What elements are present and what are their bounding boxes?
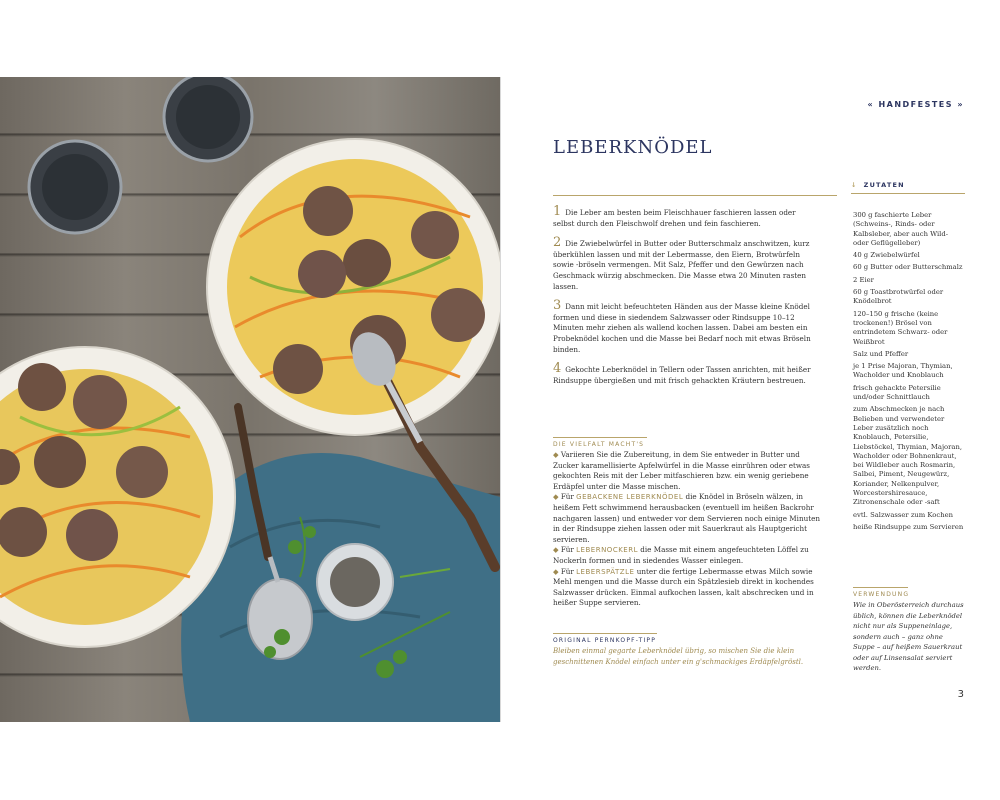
usage-text: Wie in Oberösterreich durchaus üblich, können die Leberknödel nicht nur als Suppeneinlage, sondern auch – ganz ohne Suppe – auf heißem Sauerkraut oder auf Linsensalat serviert werden. [853,601,964,672]
page-title: LEBERKNÖDEL [553,137,713,158]
variations-heading: DIE VIELFALT MACHT'S [553,437,647,448]
ingredients-heading [851,181,965,194]
step [553,298,815,355]
variation-text: Variieren Sie die Zubereitung, in dem Sie entweder in Butter und Zucker karamellisierte Apfelwürfel in die Masse einrühren oder etwas gekochten Reis mit der Leber mitfaschieren bzw. ein wenig geriebene Erdäpfel unter die Masse mischen. [553,450,810,491]
variation-highlight: GEBACKENE LEBERKNÖDEL [576,493,684,502]
step-text: Die Zwiebelwürfel in Butter oder Butterschmalz anschwitzen, kurz überkühlen lassen und mit der Lebermasse, den Eiern, Brotwürfeln sowie -bröseln vermengen. Mit Salz, Pfeffer und den Gewürzen nach Geschmack würzig abschmecken. Die Masse etwa 20 Minuten rasten lassen. [553,239,810,291]
recipe-page [501,77,1000,722]
arrow-down-icon: ↓ [851,181,858,189]
step-number: 1 [553,204,562,219]
variation-item: ◆ Variieren Sie die Zubereitung, in dem Sie entweder in Butter und Zucker karamellisierte Apfelwürfel in die Masse einrühren oder etwas gekochten Reis mit der Leber mitfaschieren bzw. ein wenig geriebene Erdäpfel unter die Masse mischen. [553,450,810,491]
ingredient-item: 2 Eier [853,275,874,284]
tip-text: Bleiben einmal gegarte Leberknödel übrig, so mischen Sie die klein geschnittenen Knödel einfach unter ein g'schmackiges Erdäpfelgröstl. [553,647,804,666]
right-soup-bowl [207,139,500,435]
ingredient-item: frisch gehackte Petersilie und/oder Schnittlauch [853,383,941,402]
ingredient-item: 120–150 g frische (keine trockenen!) Brösel von entrindetem Schwarz- oder Weißbrot [853,309,948,346]
variation-item: ◆ Für GEBACKENE LEBERKNÖDEL die Knödel in Bröseln wälzen, in heißem Fett schwimmend herausbacken (eventuell im heißen Backrohr nachgaren lassen) und entweder vor dem Servieren noch einige Minuten in der Rindsuppe ziehen lassen oder mit Sauerkraut als Hauptgericht servieren. [553,492,820,544]
ingredient-item: 300 g faschierte Leber (Schweins-, Rinds- oder Kalbsleber, aber auch Wild- oder Geflügelleber) [853,211,949,247]
food-photo-illustration [0,77,500,722]
variation-highlight: LEBERNOCKERL [576,546,638,555]
ingredient-item: 40 g Zwiebelwürfel [853,251,920,260]
variation-text: unter die fertige Lebermasse etwas Milch sowie Mehl mengen und die Masse durch ein Spätzlesieb direkt in kochendes Salzwasser drücken. Einmal aufkochen lassen, kalt abschrecken und in heißer Suppe servieren. [553,566,814,608]
step-text: Die Leber am besten beim Fleischhauer faschieren lassen oder selbst durch den Fleischwolf drehen und fein faschieren. [553,208,796,228]
page-number: 3 [957,689,964,700]
ingredient-item: je 1 Prise Majoran, Thymian, Wacholder und Knoblauch [853,362,953,380]
variation-highlight: LEBERSPÄTZLE [576,567,635,576]
pepper-bowl [317,544,393,620]
usage-box [853,587,965,674]
step-number: 4 [553,361,562,377]
ingredient-item: 60 g Toastbrotwürfel oder Knödelbrot [853,288,944,306]
variation-text: Für [560,566,577,576]
ingredient-item: Salz und Pfeffer [853,349,909,358]
title-divider [553,195,837,196]
ingredients-heading-label: ZUTATEN [863,181,905,189]
variations-box [553,437,823,609]
step [553,361,815,386]
section-tag: « HANDFESTES » [867,100,964,109]
variation-text: die Masse mit einem angefeuchteten Löffel zu Nockerln formen und in siedendes Wasser einlegen. [553,545,809,565]
ingredient-item: 60 g Butter oder Butterschmalz [853,263,963,272]
glass-icon [29,141,121,233]
variation-item: ◆ Für LEBERNOCKERL die Masse mit einem angefeuchteten Löffel zu Nockerln formen und in siedendes Wasser einlegen. [553,545,809,565]
variation-text: die Knödel in Bröseln wälzen, in heißem Fett schwimmend herausbacken (eventuell im heißen Backrohr nachgaren lassen) und entweder vor dem Servieren noch einige Minuten in der Rindsuppe ziehen lassen oder mit Sauerkraut als Hauptgericht servieren. [553,492,820,544]
step-text: Dann mit leicht befeuchteten Händen aus der Masse kleine Knödel formen und diese in siedendem Salzwasser oder Rindsuppe 10–12 Minuten mehr ziehen als wallend kochen lassen. Dabei am besten ein Probeknödel kochen und die Masse bei Bedarf noch mit etwas Bröseln binden. [553,302,811,354]
food-photo [0,77,500,722]
step [553,204,815,229]
usage-heading: VERWENDUNG [853,587,908,598]
variation-text: Für [560,545,577,555]
ingredient-item: heiße Rindsuppe zum Servieren [853,522,964,531]
ingredient-item: zum Abschmecken je nach Belieben und verwendeter Leber zusätzlich noch Knoblauch, Petersilie, Liebstöckel, Thymian, Majoran, Wacholder oder Bohnenkraut, bei Wildleber auch Rosmarin, Salbei, Piment, Neugewürz, Koriander, Nelkenpulver, Worcestershiresauce, Zitronenschale oder -saft [853,405,962,507]
steps-list [553,204,815,395]
glass-icon [164,77,252,161]
step-text: Gekochte Leberknödel in Tellern oder Tassen anrichten, mit heißer Rindsuppe übergießen und mit frisch gehackten Kräutern bestreuen. [553,365,811,385]
book-spread [0,77,1000,722]
tip-box [553,633,823,667]
variation-item: ◆ Für LEBERSPÄTZLE unter die fertige Lebermasse etwas Milch sowie Mehl mengen und die Masse durch ein Spätzlesieb direkt in kochendes Salzwasser drücken. Einmal aufkochen lassen, kalt abschrecken und in heißer Suppe servieren. [553,566,814,608]
tip-heading: ORIGINAL PERNKOPF-TIPP [553,633,657,644]
variation-text: Für [560,492,577,502]
step [553,235,815,292]
ingredient-item: evtl. Salzwasser zum Kochen [853,510,953,519]
step-number: 3 [553,298,562,314]
step-number: 2 [553,235,562,251]
ingredients-list [853,211,965,535]
